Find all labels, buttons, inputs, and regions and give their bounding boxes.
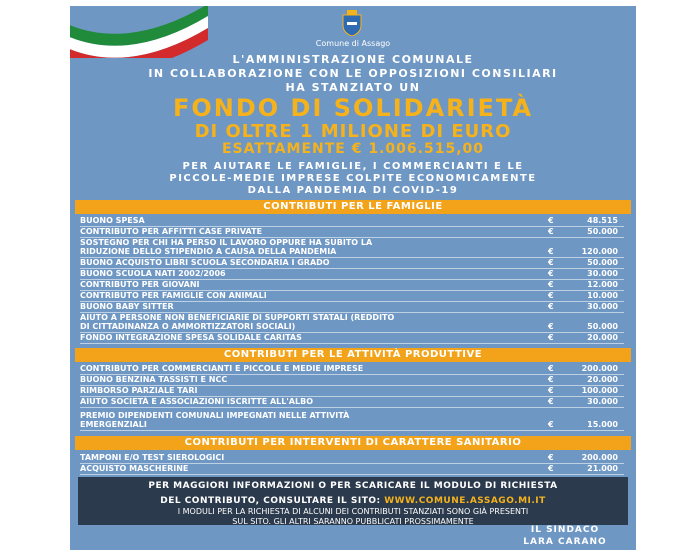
table-row: PREMIO DIPENDENTI COMUNALI IMPEGNATI NELLE ATTIVITÀ EMERGENZIALI € 15.000	[80, 411, 624, 431]
table-row: BUONO SCUOLA NATI 2002/2006 € 30.000	[80, 269, 624, 280]
signature-name: LARA CARANO	[523, 537, 607, 547]
section-title-health: CONTRIBUTI PER INTERVENTI DI CARATTERE SANITARIO	[75, 436, 631, 450]
table-row: BUONO ACQUISTO LIBRI SCUOLA SECONDARIA I GRADO € 50.000	[80, 258, 624, 269]
tricolor-sash-icon	[70, 6, 208, 58]
info-box	[78, 477, 628, 525]
section-title-families: CONTRIBUTI PER LE FAMIGLIE	[75, 200, 631, 214]
fund-subtitle: DI OLTRE 1 MILIONE DI EURO	[194, 121, 512, 142]
table-row: CONTRIBUTO PER COMMERCIANTI E PICCOLE E MEDIE IMPRESE € 200.000	[80, 364, 624, 375]
intro-line-1: L'AMMINISTRAZIONE COMUNALE	[232, 53, 474, 66]
info-note-1: I MODULI PER LA RICHIESTA DI ALCUNI DEI CONTRIBUTI STANZIATI SONO GIÀ PRESENTI	[177, 507, 529, 516]
signature-role: IL SINDACO	[530, 525, 600, 535]
table-row: BUONO BENZINA TASSISTI E NCC € 20.000	[80, 375, 624, 386]
coat-of-arms-icon	[341, 10, 363, 36]
info-line-1: PER MAGGIORI INFORMAZIONI O PER SCARICARE IL MODULO DI RICHIESTA	[148, 481, 558, 491]
purpose-line-1: PER AIUTARE LE FAMIGLIE, I COMMERCIANTI E LE	[182, 161, 524, 172]
table-row: ACQUISTO MASCHERINE € 21.000	[80, 464, 624, 475]
table-row: TAMPONI E/O TEST SIEROLOGICI € 200.000	[80, 453, 624, 464]
table-row: FONDO INTEGRAZIONE SPESA SOLIDALE CARITAS € 20.000	[80, 333, 624, 344]
intro-line-2: IN COLLABORAZIONE CON LE OPPOSIZIONI CONSILIARI	[148, 67, 558, 80]
table-row: AIUTO A PERSONE NON BENEFICIARIE DI SUPPORTI STATALI (REDDITO DI CITTADINANZA O AMMORTIZZATORI SOCIALI) € 50.000	[80, 313, 624, 333]
municipality-name: Comune di Assago	[315, 39, 391, 48]
info-line-2	[78, 495, 628, 507]
poster	[70, 6, 636, 550]
info-line-2-text: DEL CONTRIBUTO, CONSULTARE IL SITO:	[160, 496, 385, 506]
exact-amount: ESATTAMENTE € 1.006.515,00	[221, 141, 484, 157]
intro-line-3: HA STANZIATO UN	[285, 81, 421, 94]
table-row: RIMBORSO PARZIALE TARI € 100.000	[80, 386, 624, 397]
purpose-line-2: PICCOLE-MEDIE IMPRESE COLPITE ECONOMICAMENTE	[169, 173, 537, 184]
website-link[interactable]: WWW.COMUNE.ASSAGO.MI.IT	[384, 496, 546, 506]
table-row: AIUTO SOCIETÀ E ASSOCIAZIONI ISCRITTE ALL'ALBO € 30.000	[80, 397, 624, 408]
table-row: CONTRIBUTO PER AFFITTI CASE PRIVATE € 50.000	[80, 227, 624, 238]
section-title-businesses: CONTRIBUTI PER LE ATTIVITÀ PRODUTTIVE	[75, 348, 631, 362]
table-row: BUONO SPESA € 48.515	[80, 216, 624, 227]
table-row: SOSTEGNO PER CHI HA PERSO IL LAVORO OPPURE HA SUBITO LA RIDUZIONE DELLO STIPENDIO A CAUSA DELLA PANDEMIA € 120.000	[80, 238, 624, 258]
info-note-2: SUL SITO. GLI ALTRI SARANNO PUBBLICATI PROSSIMAMENTE	[232, 517, 474, 526]
purpose-line-3: DALLA PANDEMIA DI COVID-19	[247, 185, 459, 196]
table-row: CONTRIBUTO PER FAMIGLIE CON ANIMALI € 10.000	[80, 291, 624, 302]
fund-title: FONDO DI SOLIDARIETÀ	[172, 94, 534, 122]
table-row: CONTRIBUTO PER GIOVANI € 12.000	[80, 280, 624, 291]
table-row: BUONO BABY SITTER € 30.000	[80, 302, 624, 313]
